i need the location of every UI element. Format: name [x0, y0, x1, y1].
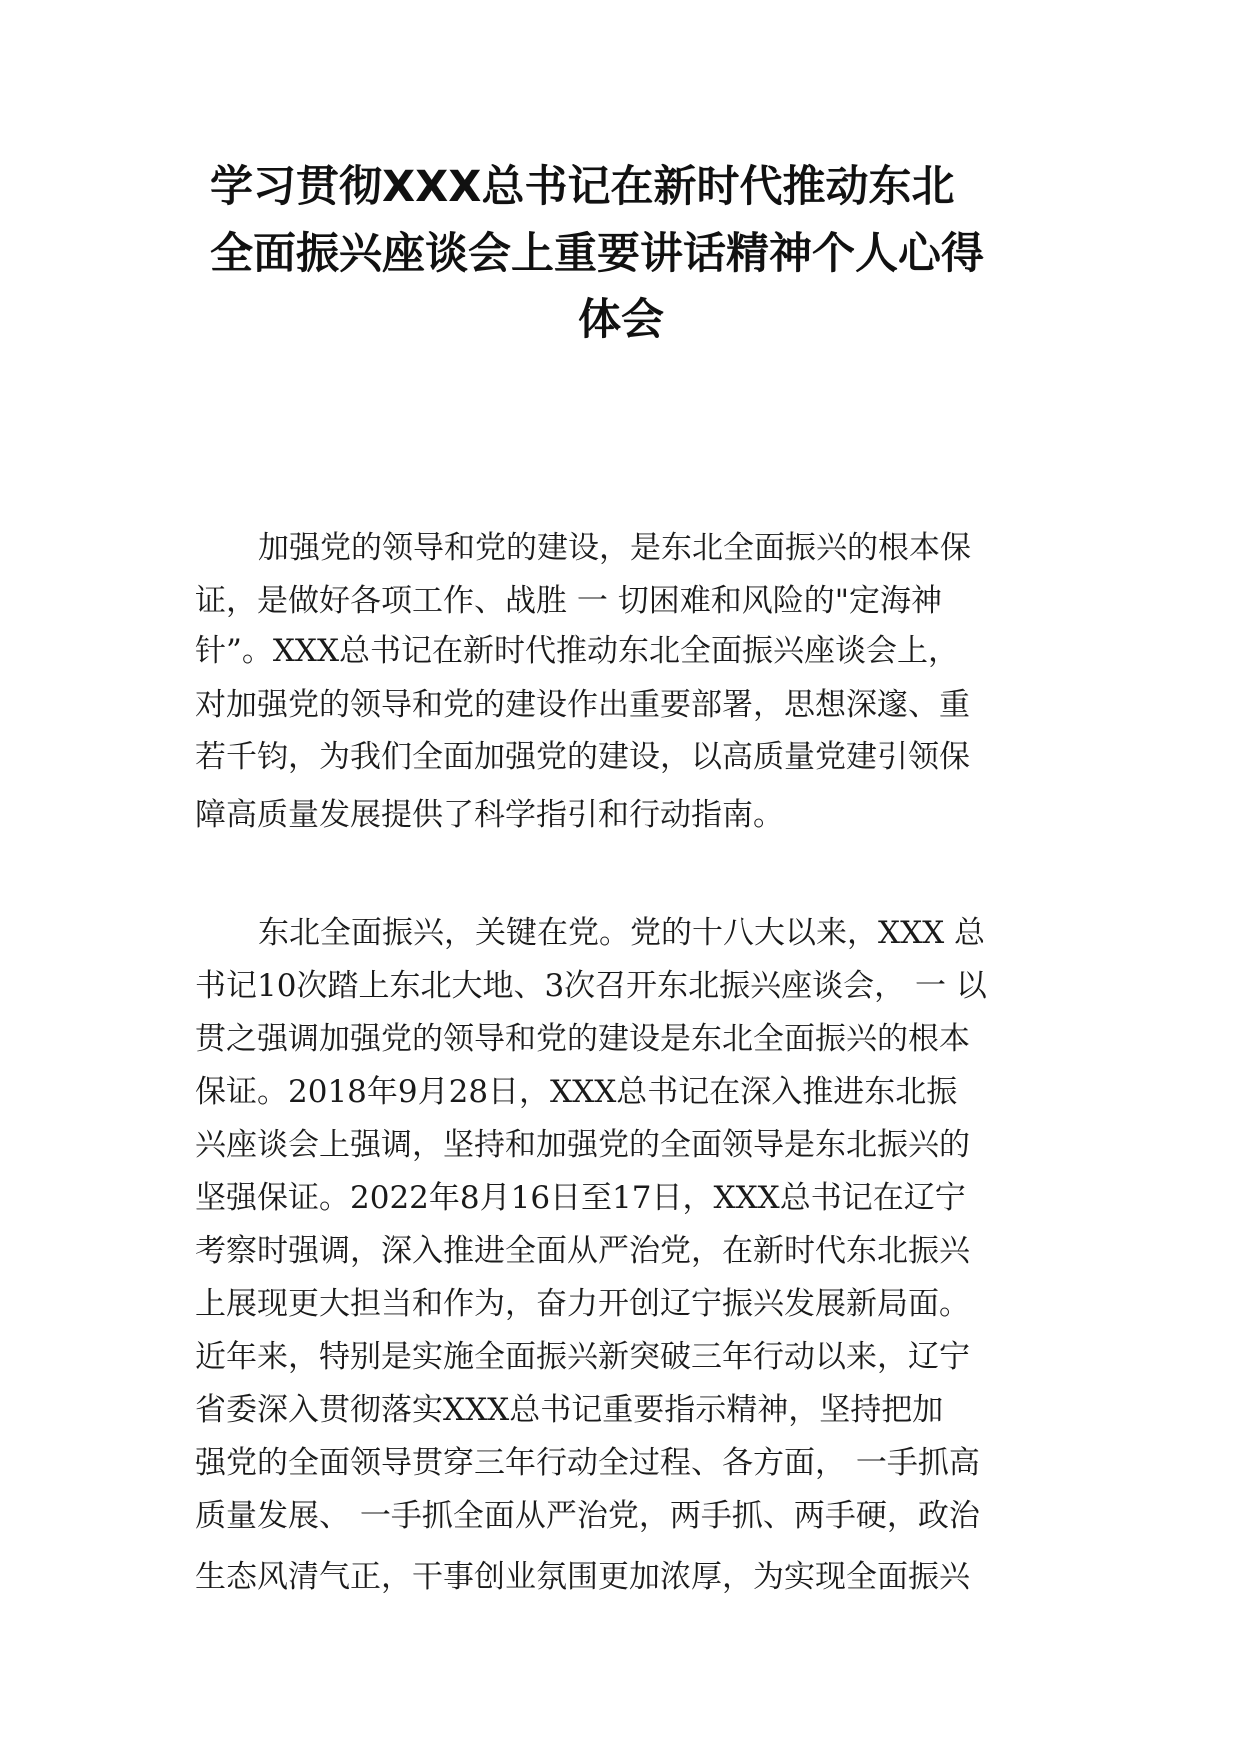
- paragraph-2-line-12: 质量发展、 一手抓全面从严治党，两手抓、两手硬，政治: [195, 1498, 980, 1534]
- paragraph-2-line-11: 强党的全面领导贯穿三年行动全过程、各方面， 一手抓高: [195, 1445, 980, 1481]
- paragraph-1-line-5: 若千钧，为我们全面加强党的建设，以高质量党建引领保: [195, 739, 970, 775]
- paragraph-2-line-4: 保证。2018年9月28日，XXX总书记在深入推进东北振: [195, 1074, 958, 1110]
- paragraph-1-line-1: 加强党的领导和党的建设，是东北全面振兴的根本保: [258, 530, 971, 566]
- document-title-line-3: 体会: [578, 295, 664, 345]
- paragraph-2-line-7: 考察时强调，深入推进全面从严治党，在新时代东北振兴: [195, 1233, 970, 1269]
- paragraph-1-line-3: 针”。XXX总书记在新时代推动东北全面振兴座谈会上，: [195, 633, 960, 669]
- paragraph-2-line-2: 书记10次踏上东北大地、3次召开东北振兴座谈会， 一 以: [195, 968, 987, 1004]
- paragraph-2-line-13: 生态风清气正，干事创业氛围更加浓厚，为实现全面振兴: [195, 1559, 970, 1595]
- paragraph-1-line-4: 对加强党的领导和党的建设作出重要部署，思想深邃、重: [195, 687, 970, 723]
- paragraph-2-line-1: 东北全面振兴，关键在党。党的十八大以来，XXX 总: [258, 915, 986, 951]
- paragraph-1-line-2: 证，是做好各项工作、战胜 一 切困难和风险的"定海神: [195, 583, 942, 619]
- paragraph-2-line-3: 贯之强调加强党的领导和党的建设是东北全面振兴的根本: [195, 1021, 970, 1057]
- document-title-line-2: 全面振兴座谈会上重要讲话精神个人心得: [210, 229, 984, 279]
- paragraph-2-line-5: 兴座谈会上强调，坚持和加强党的全面领导是东北振兴的: [195, 1127, 970, 1163]
- paragraph-2-line-6: 坚强保证。2022年8月16日至17日，XXX总书记在辽宁: [195, 1180, 966, 1216]
- paragraph-2-line-10: 省委深入贯彻落实XXX总书记重要指示精神，坚持把加: [195, 1392, 944, 1428]
- paragraph-1-line-6: 障高质量发展提供了科学指引和行动指南。: [195, 797, 784, 833]
- paragraph-2-line-8: 上展现更大担当和作为，奋力开创辽宁振兴发展新局面。: [195, 1286, 970, 1322]
- document-title-line-1: 学习贯彻XXX总书记在新时代推动东北: [210, 162, 955, 212]
- paragraph-2-line-9: 近年来，特别是实施全面振兴新突破三年行动以来，辽宁: [195, 1339, 970, 1375]
